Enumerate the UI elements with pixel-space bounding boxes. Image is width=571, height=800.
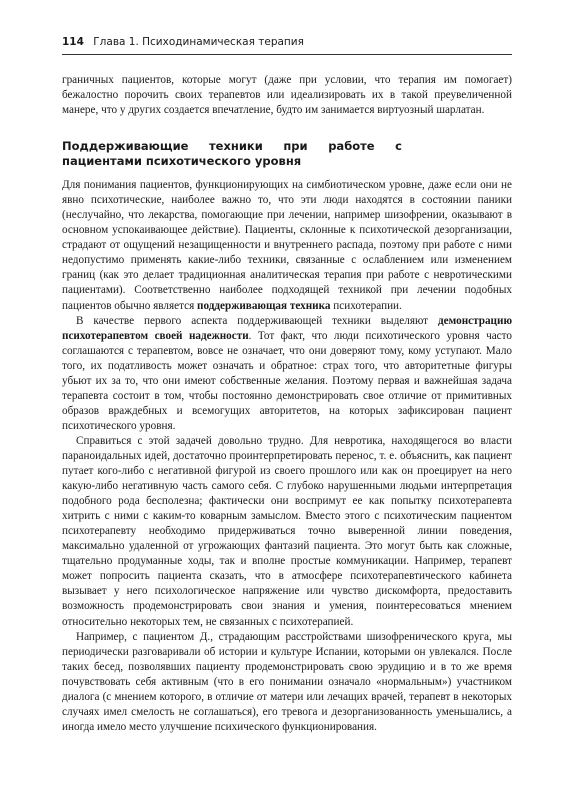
paragraph-1 [62, 178, 512, 313]
paragraph-2-bold-term: демонстрацию психотерапевтом своей надежности [62, 314, 512, 342]
paragraph-2-text: . Тот факт, что люди психотического уровня часто соглашаются с терапевтом, вовсе не означает, что они доверяют тому, кому уступают. Мало того, их податливость может означать и обратное: страх того, что авторитетные фигуры убьют их за то, что они имеют собственные желания. Поэтому первая и важнейшая задача терапевта состоит в том, чтобы постоянно демонстрировать свое отличие от примитивных образов враждебных и всемогущих авторитетов, на которых зафиксирован пациент психотического уровня. [62, 329, 512, 432]
paragraph-1-tail: психотерапии. [330, 299, 402, 312]
body-text [62, 73, 512, 735]
running-head [62, 36, 512, 50]
paragraph-2-lead: В качестве первого аспекта поддерживающей техники выделяют [76, 314, 438, 327]
header-rule [62, 54, 512, 55]
intro-paragraph: граничных пациентов, которые могут (даже при условии, что терапия им помогает) бежалостно порочить своих терапевтов или идеализировать их в такой преувеличенной манере, что у других создается впечатление, будто им занимается виртуозный шарлатан. [62, 74, 512, 117]
paragraph-4: Например, с пациентом Д., страдающим расстройствами шизофренического круга, мы периодически разговаривали об истории и культуре Испании, которыми он увлекался. После таких бесед, позволявших пациенту продемонстрировать свою эрудицию и в то же время почувствовать себя активным (что в его понимании означало «нормальным») участником диалога (с мнением которого, в отличие от матери или лечащих врачей, терапевт в некоторых случаях имел смелость не соглашаться), его тревога и дезорганизованность уменьшались, а иногда имело место улучшение психического функционирования. [62, 630, 512, 733]
chapter-title: Глава 1. Психодинамическая терапия [93, 36, 304, 48]
paragraph-1-bold-term: поддерживающая техника [197, 299, 331, 312]
section-heading: Поддерживающие техники при работе с пациентами психотического уровня [62, 139, 402, 169]
paragraph-2 [62, 314, 512, 434]
book-page [62, 0, 512, 800]
paragraph-3: Справиться с этой задачей довольно трудно. Для невротика, находящегося во власти параноидальных идей, достаточно проинтерпретировать перенос, т. е. объяснить, как пациент путает кого-либо с негативной фигурой из своего прошлого или как он проецирует на него какую-либо негативную часть самого себя. С глубоко нарушенными людьми интерпретация подобного рода бесполезна; фактически они воспримут ее как попытку психотерапевта хитрить с ними с каким-то коварным замыслом. Вместо этого с психотическим пациентом психотерапевту необходимо придерживаться точно выверенной линии поведения, максимально удаленной от угрожающих фантазий пациента. Это могут быть как сложные, тщательно продуманные ходы, так и вполне простые коммуникации. Например, терапевт может попросить пациента сказать, что в атмосфере психотерапевтического кабинета вызывает у него психологическое напряжение или чувство дискомфорта, предоставить возможность продемонстрировать свои знания и умения, поинтересоваться мнением относительно некоторых тем, не связанных с психотерапией. [62, 434, 512, 628]
paragraph-1-text: Для понимания пациентов, функционирующих на симбиотическом уровне, даже если они не явно психотические, наиболее важно то, что эти люди находятся в состоянии паники (неслучайно, что лекарства, помогающие при лечении, например шизофрении, оказывают в основном успокаивающее действие). Пациенты, склонные к психотической дезорганизации, страдают от ощущений незащищенности и внутреннего распада, поэтому при работе с ними недопустимо применять какие-либо техники, связанные с ослаблением или изменением границ (как это делает традиционная аналитическая терапия при работе с невротическими пациентами). Соответственно наиболее подходящей техникой при лечении подобных пациентов обычно является [62, 179, 512, 312]
page-number: 114 [62, 36, 84, 48]
